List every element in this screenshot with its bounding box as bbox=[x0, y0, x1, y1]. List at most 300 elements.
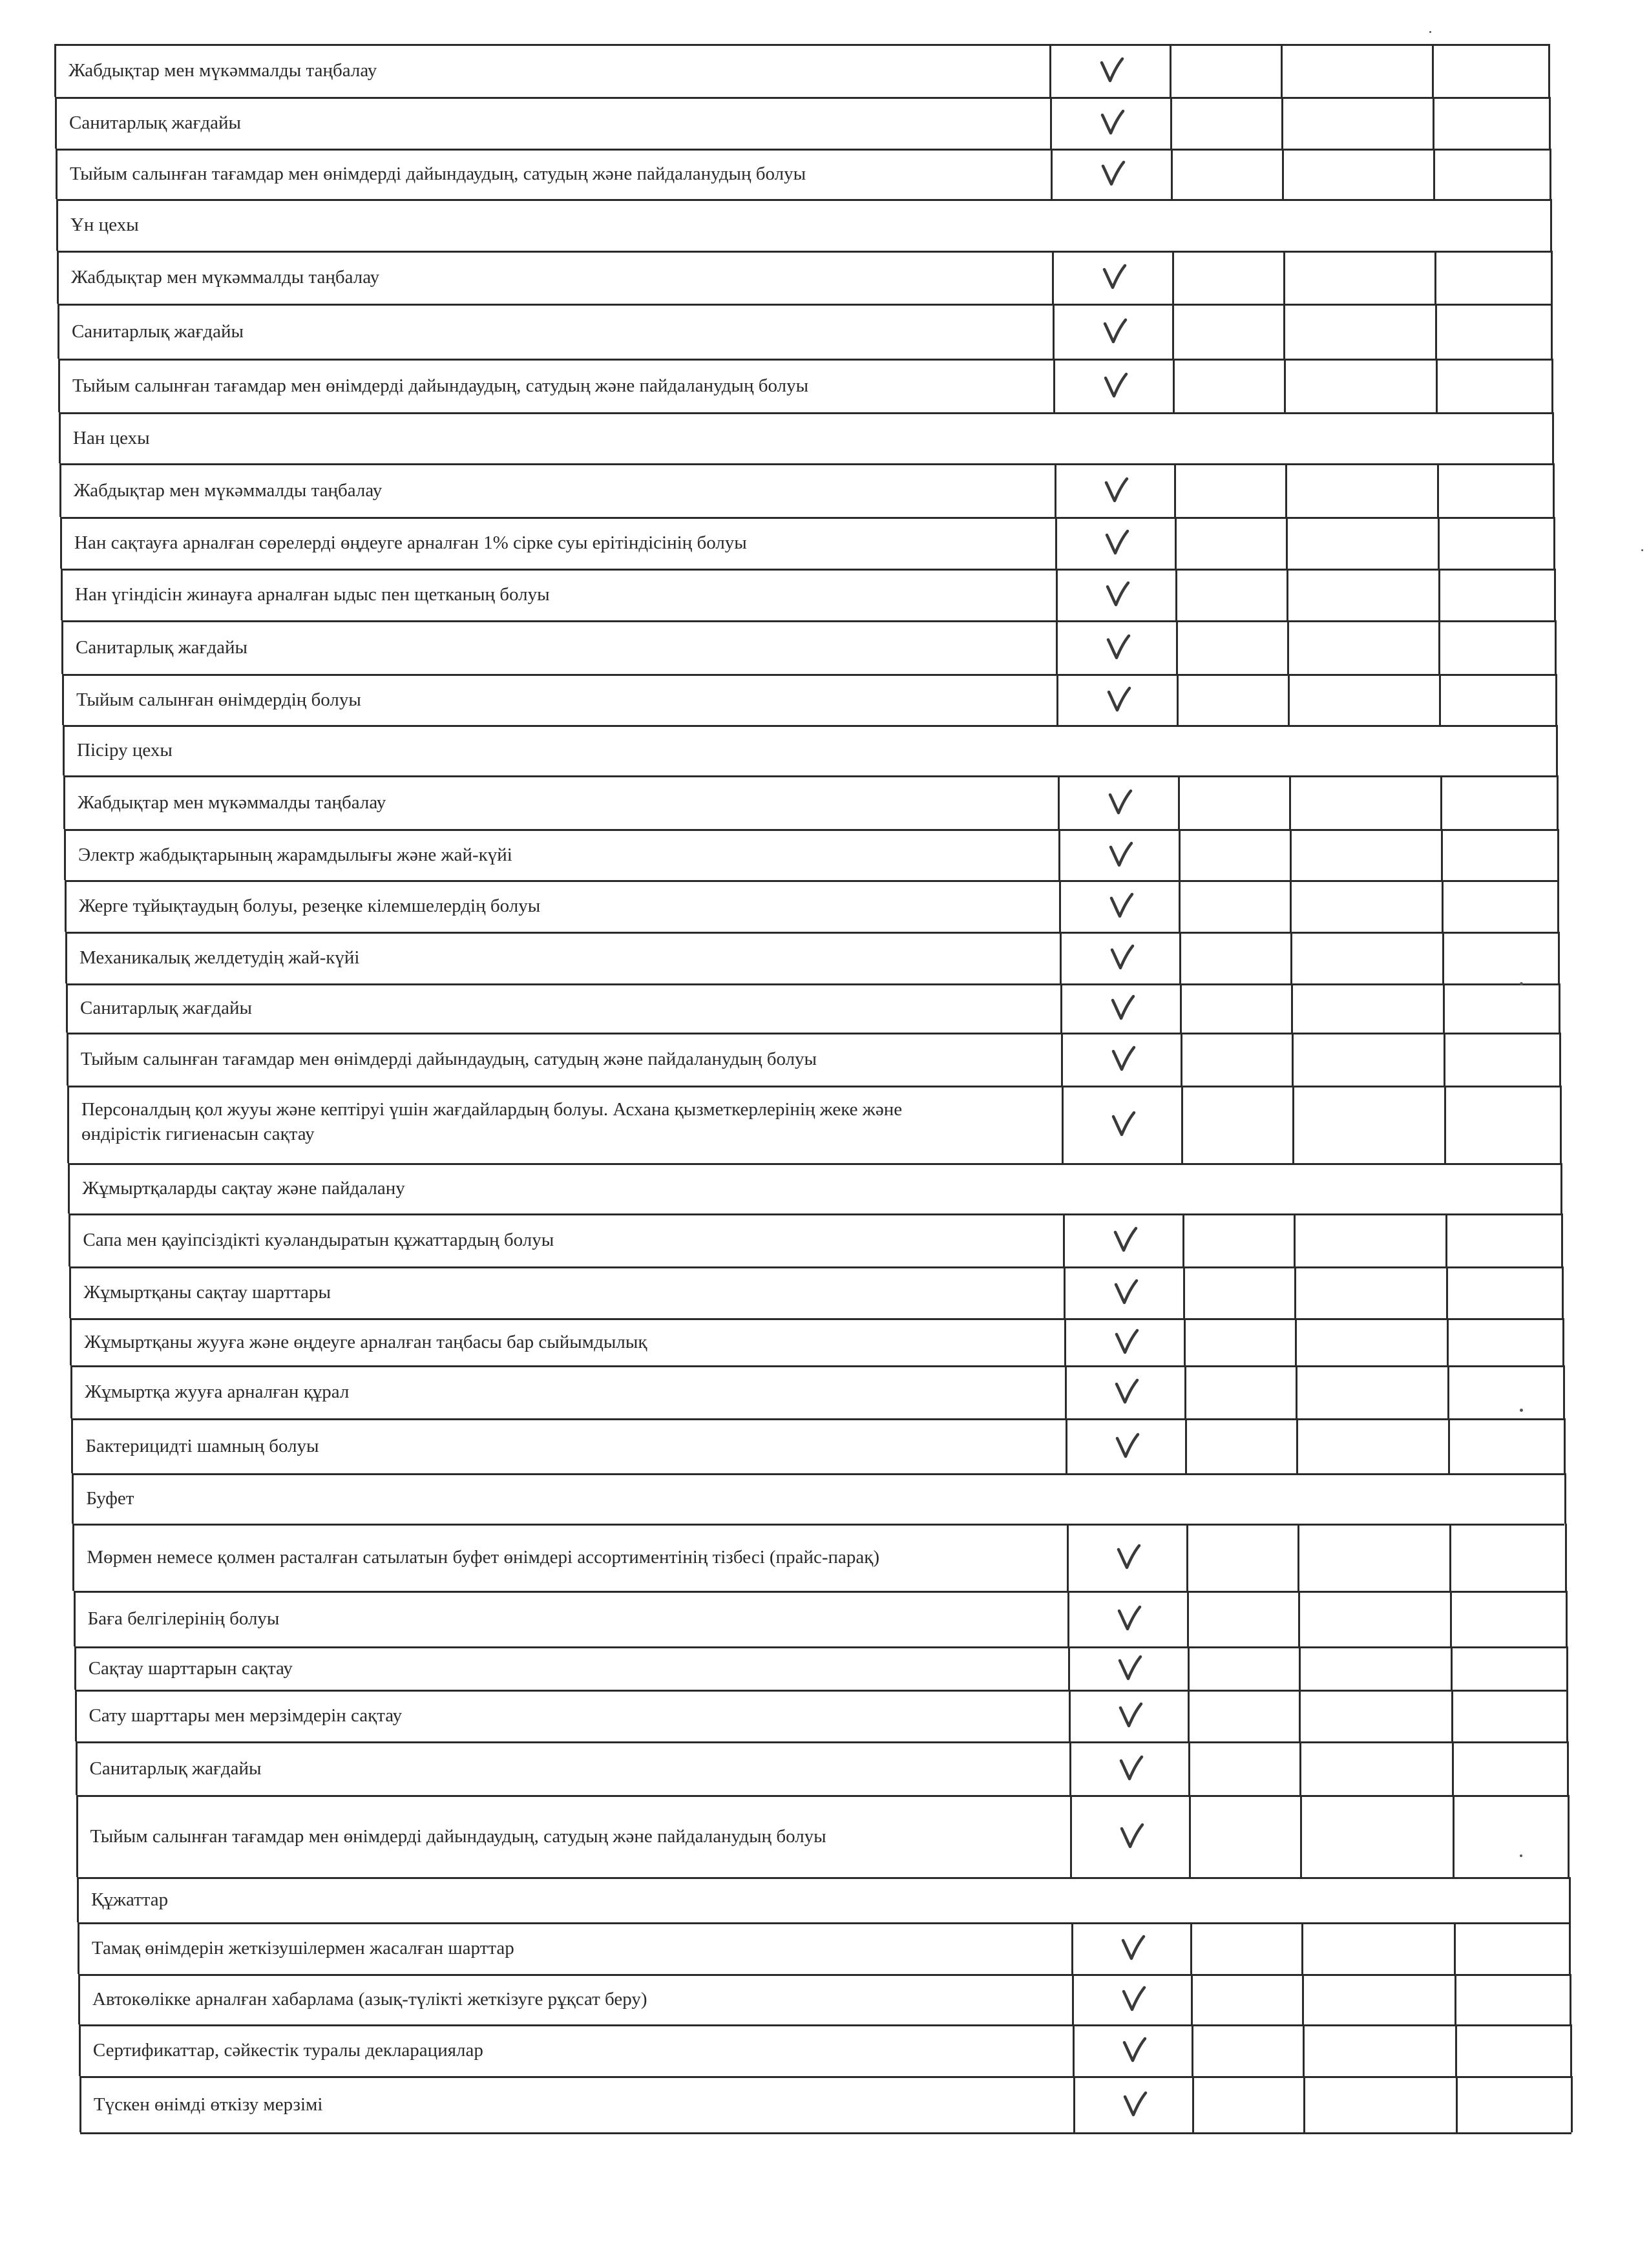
table-right-border bbox=[1561, 1213, 1563, 1266]
checklist-item-label: Жабдықтар мен мүкәммалды таңбалау bbox=[68, 60, 377, 81]
table-left-border bbox=[72, 1473, 74, 1524]
section-header bbox=[56, 199, 1550, 251]
column-divider bbox=[1454, 1922, 1456, 1974]
checklist-row bbox=[69, 1266, 1064, 1318]
section-header bbox=[72, 1473, 1564, 1524]
checklist-item-label: Тыйым салынған тағамдар мен өнімдерді дайындаудың, сатудың және пайдаланудың болуы bbox=[72, 375, 809, 396]
check-mark-icon bbox=[1106, 686, 1132, 714]
column-divider bbox=[1290, 880, 1292, 932]
column-divider bbox=[1192, 2024, 1193, 2076]
checklist-row bbox=[58, 359, 1053, 412]
table-left-border bbox=[63, 775, 65, 829]
table-right-border bbox=[1570, 2024, 1572, 2076]
table-left-border bbox=[68, 1213, 70, 1266]
column-divider bbox=[1296, 1365, 1297, 1418]
column-divider bbox=[1177, 674, 1179, 725]
column-divider bbox=[1450, 1591, 1452, 1646]
column-divider bbox=[1170, 44, 1171, 97]
column-divider bbox=[1058, 775, 1060, 829]
column-divider bbox=[1175, 569, 1177, 620]
table-left-border bbox=[75, 1690, 77, 1741]
table-right-border bbox=[1562, 1266, 1564, 1318]
checklist-item-label: Электр жабдықтарының жарамдылығы және жай-күйі bbox=[78, 844, 512, 865]
checklist-item-label: Персоналдың қол жууы және кептіруі үшін жағдайлардың болуы. Асхана қызметкерлерінің жеке және өндірістік гигиенасын сақтау bbox=[81, 1099, 903, 1144]
column-divider bbox=[1050, 97, 1052, 149]
column-divider bbox=[1300, 1795, 1302, 1877]
column-divider bbox=[1170, 97, 1172, 149]
column-divider bbox=[1287, 620, 1289, 674]
table-left-border bbox=[59, 412, 61, 463]
checklist-item-label: Санитарлық жағдайы bbox=[69, 112, 241, 133]
table-left-border bbox=[65, 932, 67, 983]
table-right-border bbox=[1569, 1877, 1571, 1922]
table-left-border bbox=[70, 1365, 72, 1418]
table-right-border bbox=[1559, 1033, 1561, 1086]
column-divider bbox=[1184, 1365, 1186, 1418]
checklist-row bbox=[70, 1365, 1065, 1418]
table-left-border bbox=[76, 1795, 78, 1877]
table-right-border bbox=[1550, 199, 1552, 251]
column-divider bbox=[1292, 1033, 1294, 1086]
table-left-border bbox=[60, 517, 62, 569]
column-divider bbox=[1289, 775, 1291, 829]
checklist-item-label: Жерге тұйықтаудың болуы, резеңке кілемшелердің болуы bbox=[79, 896, 541, 916]
check-mark-icon bbox=[1111, 1110, 1137, 1139]
column-divider bbox=[1179, 932, 1181, 983]
table-right-border bbox=[1555, 620, 1557, 674]
checklist-row bbox=[56, 149, 1051, 199]
check-mark-icon bbox=[1116, 1543, 1142, 1571]
column-divider bbox=[1066, 1418, 1067, 1473]
checklist-row bbox=[58, 304, 1053, 359]
column-divider bbox=[1298, 1591, 1300, 1646]
column-divider bbox=[1056, 569, 1058, 620]
table-left-border bbox=[74, 1646, 76, 1690]
column-divider bbox=[1443, 983, 1445, 1033]
column-divider bbox=[1297, 1524, 1299, 1591]
table-right-border bbox=[1551, 304, 1553, 359]
section-header bbox=[63, 725, 1556, 775]
checklist-row bbox=[63, 775, 1058, 829]
table-right-border bbox=[1566, 1690, 1568, 1741]
checklist-row bbox=[61, 620, 1056, 674]
checklist-row bbox=[74, 1591, 1068, 1646]
check-mark-icon bbox=[1113, 1278, 1139, 1307]
checklist-item-label: Жабдықтар мен мүкәммалды таңбалау bbox=[70, 267, 380, 288]
table-left-border bbox=[72, 1524, 74, 1591]
column-divider bbox=[1438, 517, 1440, 569]
table-left-border bbox=[62, 674, 64, 725]
checklist-item-label: Автокөлікке арналған хабарлама (азық-түлікті жеткізуге рұқсат беру) bbox=[92, 1989, 647, 2010]
table-left-border bbox=[55, 97, 57, 149]
column-divider bbox=[1290, 932, 1292, 983]
table-left-border bbox=[67, 1086, 69, 1163]
checklist-item-label: Жабдықтар мен мүкәммалды таңбалау bbox=[74, 479, 383, 501]
checklist-item-label: Түскен өнімді өткізу мерзімі bbox=[93, 2094, 323, 2115]
table-right-border bbox=[1554, 569, 1556, 620]
table-left-border bbox=[65, 880, 67, 932]
column-divider bbox=[1455, 1974, 1456, 2024]
column-divider bbox=[1064, 1318, 1066, 1365]
table-left-border bbox=[79, 2076, 81, 2132]
table-left-border bbox=[77, 1877, 79, 1922]
column-divider bbox=[1294, 1213, 1296, 1266]
column-divider bbox=[1182, 1213, 1184, 1266]
table-right-border bbox=[1558, 932, 1560, 983]
column-divider bbox=[1441, 829, 1443, 880]
checklist-item-label: Санитарлық жағдайы bbox=[76, 636, 248, 658]
column-divider bbox=[1440, 775, 1442, 829]
check-mark-icon bbox=[1109, 892, 1135, 920]
section-title: Буфет bbox=[86, 1488, 134, 1509]
table-left-border bbox=[76, 1741, 78, 1795]
column-divider bbox=[1069, 1741, 1071, 1795]
check-mark-icon bbox=[1119, 1754, 1144, 1783]
scan-speck bbox=[1429, 31, 1431, 33]
column-divider bbox=[1067, 1591, 1069, 1646]
column-divider bbox=[1186, 1524, 1188, 1591]
column-divider bbox=[1438, 569, 1440, 620]
column-divider bbox=[1303, 2024, 1305, 2076]
column-divider bbox=[1065, 1365, 1067, 1418]
column-divider bbox=[1181, 1086, 1183, 1163]
column-divider bbox=[1444, 1086, 1446, 1163]
check-mark-icon bbox=[1104, 476, 1129, 505]
table-right-border bbox=[1564, 1418, 1566, 1473]
table-left-border bbox=[56, 199, 58, 251]
check-mark-icon bbox=[1117, 1604, 1142, 1633]
check-mark-icon bbox=[1104, 529, 1130, 557]
column-divider bbox=[1449, 1524, 1451, 1591]
check-mark-icon bbox=[1109, 943, 1135, 972]
column-divider bbox=[1179, 880, 1181, 932]
column-divider bbox=[1281, 97, 1283, 149]
table-right-border bbox=[1557, 775, 1559, 829]
table-left-border bbox=[61, 569, 63, 620]
table-right-border bbox=[1549, 97, 1551, 149]
table-left-border bbox=[78, 1922, 79, 1974]
column-divider bbox=[1303, 2076, 1305, 2132]
checklist-item-label: Бактерицидті шамның болуы bbox=[85, 1435, 319, 1456]
table-left-border bbox=[71, 1418, 73, 1473]
column-divider bbox=[1053, 359, 1055, 412]
column-divider bbox=[1439, 674, 1441, 725]
checklist-row bbox=[72, 1524, 1067, 1591]
checklist-row bbox=[67, 1033, 1061, 1086]
table-right-border bbox=[1555, 674, 1557, 725]
checklist-item-label: Сату шарттары мен мерзімдерін сақтау bbox=[89, 1705, 403, 1726]
check-mark-icon bbox=[1122, 2036, 1148, 2064]
check-mark-icon bbox=[1099, 56, 1125, 85]
column-divider bbox=[1448, 1418, 1450, 1473]
column-divider bbox=[1071, 1922, 1073, 1974]
column-divider bbox=[1055, 463, 1056, 517]
column-divider bbox=[1181, 1033, 1182, 1086]
column-divider bbox=[1058, 829, 1060, 880]
column-divider bbox=[1063, 1213, 1065, 1266]
table-left-border bbox=[69, 1266, 71, 1318]
column-divider bbox=[1070, 1795, 1072, 1877]
table-right-border bbox=[1568, 1795, 1570, 1877]
section-header bbox=[59, 412, 1552, 463]
check-mark-icon bbox=[1122, 2090, 1148, 2119]
checklist-item-label: Жұмыртқаны сақтау шарттары bbox=[83, 1282, 331, 1303]
checklist-item-label: Санитарлық жағдайы bbox=[71, 320, 244, 342]
checklist-item-label: Механикалық желдетудің жай-күйі bbox=[79, 947, 360, 968]
column-divider bbox=[1053, 304, 1055, 359]
table-left-border bbox=[64, 829, 66, 880]
column-divider bbox=[1059, 880, 1061, 932]
column-divider bbox=[1288, 674, 1290, 725]
column-divider bbox=[1068, 1646, 1070, 1690]
table-left-border bbox=[57, 251, 59, 304]
column-divider bbox=[1179, 829, 1181, 880]
checklist-row bbox=[75, 1690, 1069, 1741]
checklist-item-label: Тыйым салынған өнімдердің болуы bbox=[76, 689, 361, 710]
column-divider bbox=[1456, 2076, 1458, 2132]
checklist-item-label: Санитарлық жағдайы bbox=[89, 1758, 262, 1779]
table-left-border bbox=[54, 44, 56, 97]
section-header bbox=[77, 1877, 1568, 1922]
checklist-row bbox=[68, 1213, 1063, 1266]
check-mark-icon bbox=[1103, 372, 1129, 400]
check-mark-icon bbox=[1108, 841, 1134, 869]
checklist-item-label: Сақтау шарттарын сақтау bbox=[88, 1657, 293, 1679]
check-mark-icon bbox=[1106, 633, 1131, 662]
checklist-row bbox=[54, 44, 1049, 97]
column-divider bbox=[1052, 251, 1054, 304]
checklist-row bbox=[57, 251, 1052, 304]
checklist-row bbox=[70, 1318, 1064, 1365]
column-divider bbox=[1062, 1086, 1064, 1163]
checklist-row bbox=[60, 517, 1055, 569]
column-divider bbox=[1299, 1690, 1301, 1741]
table-right-border bbox=[1551, 251, 1553, 304]
column-divider bbox=[1294, 1266, 1296, 1318]
column-divider bbox=[1188, 1646, 1190, 1690]
column-divider bbox=[1189, 1795, 1191, 1877]
table-right-border bbox=[1557, 880, 1559, 932]
checklist-row bbox=[78, 1922, 1071, 1974]
table-right-border bbox=[1566, 1591, 1568, 1646]
table-right-border bbox=[1569, 1922, 1571, 1974]
table-left-border bbox=[78, 1974, 80, 2024]
table-right-border bbox=[1560, 1163, 1562, 1213]
check-mark-icon bbox=[1114, 1328, 1140, 1356]
checklist-row bbox=[61, 569, 1055, 620]
column-divider bbox=[1185, 1418, 1187, 1473]
column-divider bbox=[1299, 1646, 1301, 1690]
checklist-row bbox=[76, 1741, 1069, 1795]
table-right-border bbox=[1564, 1473, 1566, 1524]
column-divider bbox=[1435, 304, 1437, 359]
table-left-border bbox=[58, 359, 60, 412]
checklist-row bbox=[62, 674, 1056, 725]
column-divider bbox=[1174, 463, 1176, 517]
column-divider bbox=[1446, 1266, 1448, 1318]
table-right-border bbox=[1566, 1646, 1568, 1690]
column-divider bbox=[1299, 1741, 1301, 1795]
check-mark-icon bbox=[1111, 1045, 1137, 1073]
check-mark-icon bbox=[1102, 317, 1128, 346]
check-mark-icon bbox=[1114, 1378, 1140, 1406]
table-right-border bbox=[1551, 359, 1553, 412]
checklist-item-label: Тыйым салынған тағамдар мен өнімдерді дайындаудың, сатудың және пайдаланудың болуы bbox=[70, 163, 806, 184]
column-divider bbox=[1175, 517, 1177, 569]
checklist-row bbox=[65, 932, 1060, 983]
column-divider bbox=[1067, 1524, 1069, 1591]
column-divider bbox=[1180, 983, 1182, 1033]
column-divider bbox=[1187, 1591, 1189, 1646]
column-divider bbox=[1055, 517, 1057, 569]
check-mark-icon bbox=[1117, 1654, 1143, 1683]
column-divider bbox=[1451, 1646, 1453, 1690]
checklist-row bbox=[74, 1646, 1068, 1690]
table-right-border bbox=[1557, 829, 1559, 880]
column-divider bbox=[1447, 1318, 1449, 1365]
column-divider bbox=[1064, 1266, 1066, 1318]
column-divider bbox=[1188, 1690, 1190, 1741]
table-right-border bbox=[1559, 983, 1560, 1033]
column-divider bbox=[1451, 1690, 1453, 1741]
column-divider bbox=[1056, 674, 1058, 725]
column-divider bbox=[1069, 1690, 1071, 1741]
section-title: Жұмыртқаларды сақтау және пайдалану bbox=[82, 1178, 405, 1199]
column-divider bbox=[1283, 251, 1285, 304]
table-left-border bbox=[70, 1318, 72, 1365]
table-left-border bbox=[63, 725, 65, 775]
check-mark-icon bbox=[1100, 160, 1126, 188]
checklist-item-label: Мөрмен немесе қолмен расталған сатылатын буфет өнімдері ассортиментінің тізбесі (прайс-парақ) bbox=[87, 1547, 880, 1568]
table-left-border bbox=[59, 463, 61, 517]
checklist-row bbox=[79, 2076, 1073, 2132]
table-right-border bbox=[1549, 149, 1551, 199]
table-left-border bbox=[79, 2024, 81, 2076]
table-left-border bbox=[58, 304, 59, 359]
column-divider bbox=[1171, 149, 1173, 199]
table-right-border bbox=[1556, 725, 1558, 775]
column-divider bbox=[1051, 149, 1053, 199]
column-divider bbox=[1060, 932, 1062, 983]
column-divider bbox=[1455, 2024, 1457, 2076]
checklist-row bbox=[67, 1086, 1062, 1163]
table-left-border bbox=[74, 1591, 76, 1646]
column-divider bbox=[1444, 1033, 1445, 1086]
table-right-border bbox=[1563, 1365, 1565, 1418]
checklist-item-label: Тыйым салынған тағамдар мен өнімдерді дайындаудың, сатудың және пайдаланудың болуы bbox=[90, 1825, 826, 1847]
check-mark-icon bbox=[1105, 580, 1131, 609]
column-divider bbox=[1432, 44, 1434, 97]
table-right-border bbox=[1562, 1318, 1564, 1365]
check-mark-icon bbox=[1121, 1985, 1147, 2013]
check-mark-icon bbox=[1100, 109, 1126, 137]
section-title: Нан цехы bbox=[73, 427, 150, 448]
checklist-row bbox=[55, 97, 1050, 149]
column-divider bbox=[1434, 251, 1436, 304]
check-mark-icon bbox=[1115, 1432, 1140, 1460]
table-right-border bbox=[1553, 517, 1555, 569]
column-divider bbox=[1060, 983, 1062, 1033]
checklist-row bbox=[76, 1795, 1070, 1877]
checklist-item-label: Тыйым салынған тағамдар мен өнімдерді дайындаудың, сатудың және пайдаланудың болуы bbox=[80, 1049, 817, 1069]
column-divider bbox=[1453, 1795, 1455, 1877]
table-rule bbox=[80, 2132, 1571, 2134]
checklist-item-label: Нан үгіндісін жинауға арналған ыдыс пен щетканың болуы bbox=[75, 584, 550, 605]
column-divider bbox=[1290, 829, 1292, 880]
column-divider bbox=[1295, 1318, 1297, 1365]
checklist-item-label: Тамақ өнімдерін жеткізушілермен жасалған шарттар bbox=[91, 1938, 514, 1958]
checklist-item-label: Жұмыртқаны жууға және өңдеуге арналған таңбасы бар сыйымдылық bbox=[84, 1331, 647, 1352]
column-divider bbox=[1437, 463, 1439, 517]
column-divider bbox=[1191, 1974, 1193, 2024]
table-right-border bbox=[1553, 463, 1555, 517]
column-divider bbox=[1282, 149, 1284, 199]
section-header bbox=[68, 1163, 1560, 1213]
table-right-border bbox=[1567, 1741, 1569, 1795]
check-mark-icon bbox=[1113, 1226, 1139, 1254]
checklist-row bbox=[64, 829, 1058, 880]
column-divider bbox=[1183, 1266, 1185, 1318]
check-mark-icon bbox=[1118, 1701, 1144, 1730]
table-right-border bbox=[1548, 44, 1550, 97]
column-divider bbox=[1061, 1033, 1063, 1086]
table-left-border bbox=[67, 1033, 68, 1086]
column-divider bbox=[1445, 1213, 1447, 1266]
table-left-border bbox=[68, 1163, 70, 1213]
scan-speck bbox=[1520, 1409, 1523, 1412]
column-divider bbox=[1072, 1974, 1074, 2024]
section-title: Құжаттар bbox=[91, 1889, 169, 1910]
checklist-row bbox=[79, 2024, 1073, 2076]
scan-speck bbox=[1520, 1854, 1522, 1857]
table-right-border bbox=[1560, 1086, 1562, 1163]
column-divider bbox=[1281, 44, 1283, 97]
table-left-border bbox=[56, 149, 58, 199]
checklist-item-label: Сертификаттар, сәйкестік туралы декларациялар bbox=[92, 2040, 483, 2061]
column-divider bbox=[1188, 1741, 1190, 1795]
column-divider bbox=[1302, 1974, 1304, 2024]
table-left-border bbox=[61, 620, 63, 674]
check-mark-icon bbox=[1108, 788, 1133, 817]
checklist-item-label: Сапа мен қауіпсіздікті куәландыратын құжаттардың болуы bbox=[83, 1230, 554, 1250]
column-divider bbox=[1172, 304, 1174, 359]
table-right-border bbox=[1570, 1974, 1571, 2024]
table-right-border bbox=[1552, 412, 1554, 463]
column-divider bbox=[1436, 359, 1438, 412]
checklist-item-label: Баға белгілерінің болуы bbox=[87, 1608, 280, 1629]
column-divider bbox=[1301, 1922, 1303, 1974]
column-divider bbox=[1176, 620, 1178, 674]
table-left-border bbox=[66, 983, 68, 1033]
column-divider bbox=[1173, 359, 1175, 412]
checklist-row bbox=[78, 1974, 1072, 2024]
table-right-border bbox=[1571, 2076, 1573, 2132]
checklist-row bbox=[66, 983, 1060, 1033]
column-divider bbox=[1172, 251, 1174, 304]
column-divider bbox=[1286, 517, 1288, 569]
section-title: Ұн цехы bbox=[70, 215, 139, 235]
check-mark-icon bbox=[1102, 263, 1128, 291]
column-divider bbox=[1452, 1741, 1454, 1795]
column-divider bbox=[1049, 44, 1051, 97]
column-divider bbox=[1184, 1318, 1186, 1365]
checklist-item-label: Жабдықтар мен мүкәммалды таңбалау bbox=[78, 792, 386, 813]
table-right-border bbox=[1565, 1524, 1567, 1591]
checklist-item-label: Санитарлық жағдайы bbox=[79, 998, 252, 1018]
check-mark-icon bbox=[1110, 994, 1136, 1022]
checklist-item-label: Нан сақтауға арналған сөрелерді өңдеуге арналған 1% сірке суы ерітіндісінің болуы bbox=[74, 532, 747, 553]
section-title: Пісіру цехы bbox=[77, 740, 173, 761]
